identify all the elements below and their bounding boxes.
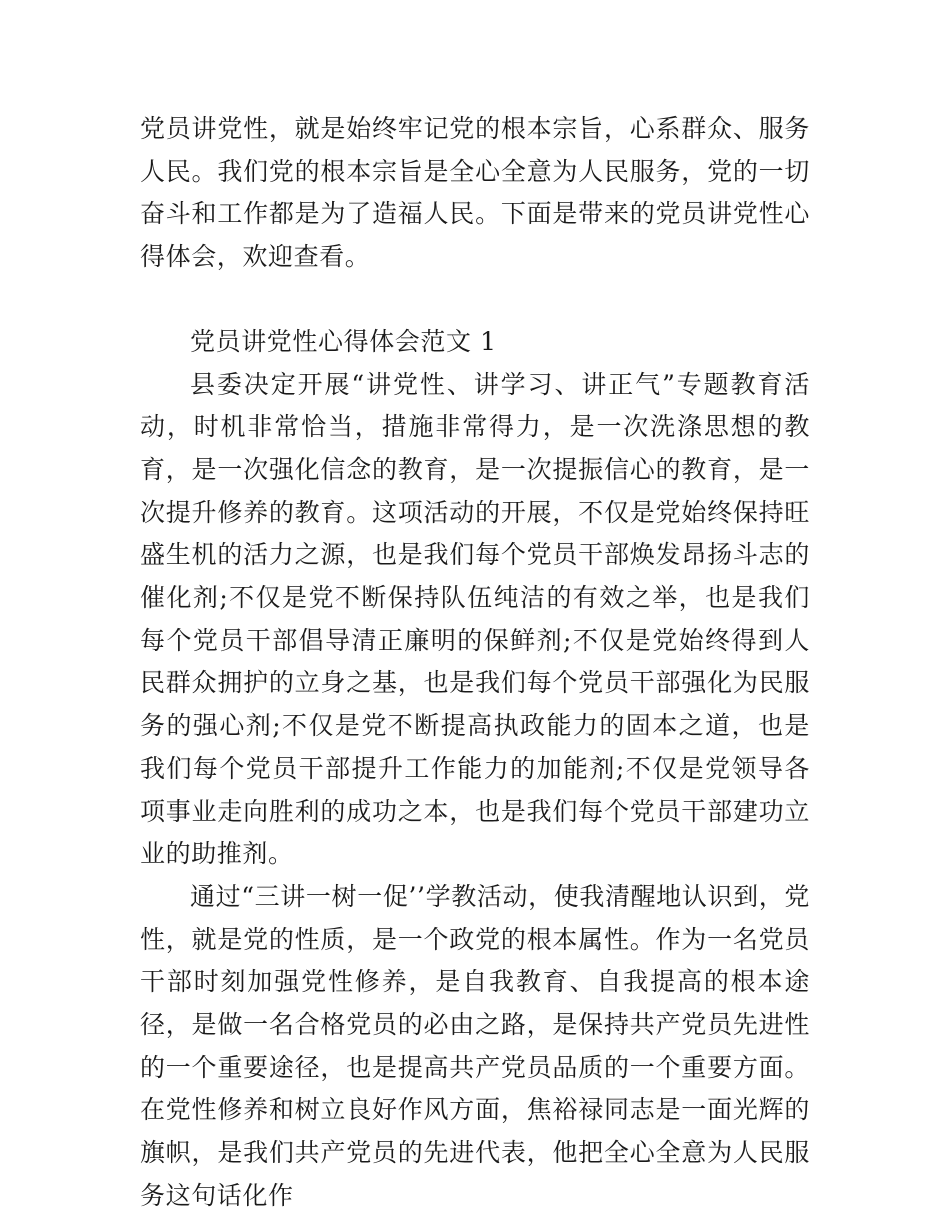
intro-paragraph: 党员讲党性，就是始终牢记党的根本宗旨，心系群众、服务人民。我们党的根本宗旨是全心全意为人民服务，党的一切奋斗和工作都是为了造福人民。下面是带来的党员讲党性心得体会，欢迎查看。 (140, 114, 810, 272)
section-title: 党员讲党性心得体会范文 1 (190, 326, 497, 356)
body-paragraph-1: 县委决定开展“讲党性、讲学习、讲正气”专题教育活动，时机非常恰当，措施非常得力，是一次洗涤思想的教育，是一次强化信念的教育，是一次提振信心的教育，是一次提升修养的教育。这项活动的开展，不仅是党始终保持旺盛生机的活力之源，也是我们每个党员干部焕发昂扬斗志的催化剂;不仅是党不断保持队伍纯洁的有效之举，也是我们每个党员干部倡导清正廉明的保鲜剂;不仅是党始终得到人民群众拥护的立身之基，也是我们每个党员干部强化为民服务的强心剂;不仅是党不断提高执政能力的固本之道，也是我们每个党员干部提升工作能力的加能剂;不仅是党领导各项事业走向胜利的成功之本，也是我们每个党员干部建功立业的助推剂。 (140, 369, 810, 869)
document-body (140, 108, 810, 1218)
body-paragraph-2: 通过“三讲一树一促’’学教活动，使我清醒地认识到，党性，就是党的性质，是一个政党的根本属性。作为一名党员干部时刻加强党性修养，是自我教育、自我提高的根本途径，是做一名合格党员的必由之路，是保持共产党员先进性的一个重要途径，也是提高共产党员品质的一个重要方面。在党性修养和树立良好作风方面，焦裕禄同志是一面光辉的旗帜，是我们共产党员的先进代表，他把全心全意为人民服务这句话化作 (140, 881, 810, 1210)
